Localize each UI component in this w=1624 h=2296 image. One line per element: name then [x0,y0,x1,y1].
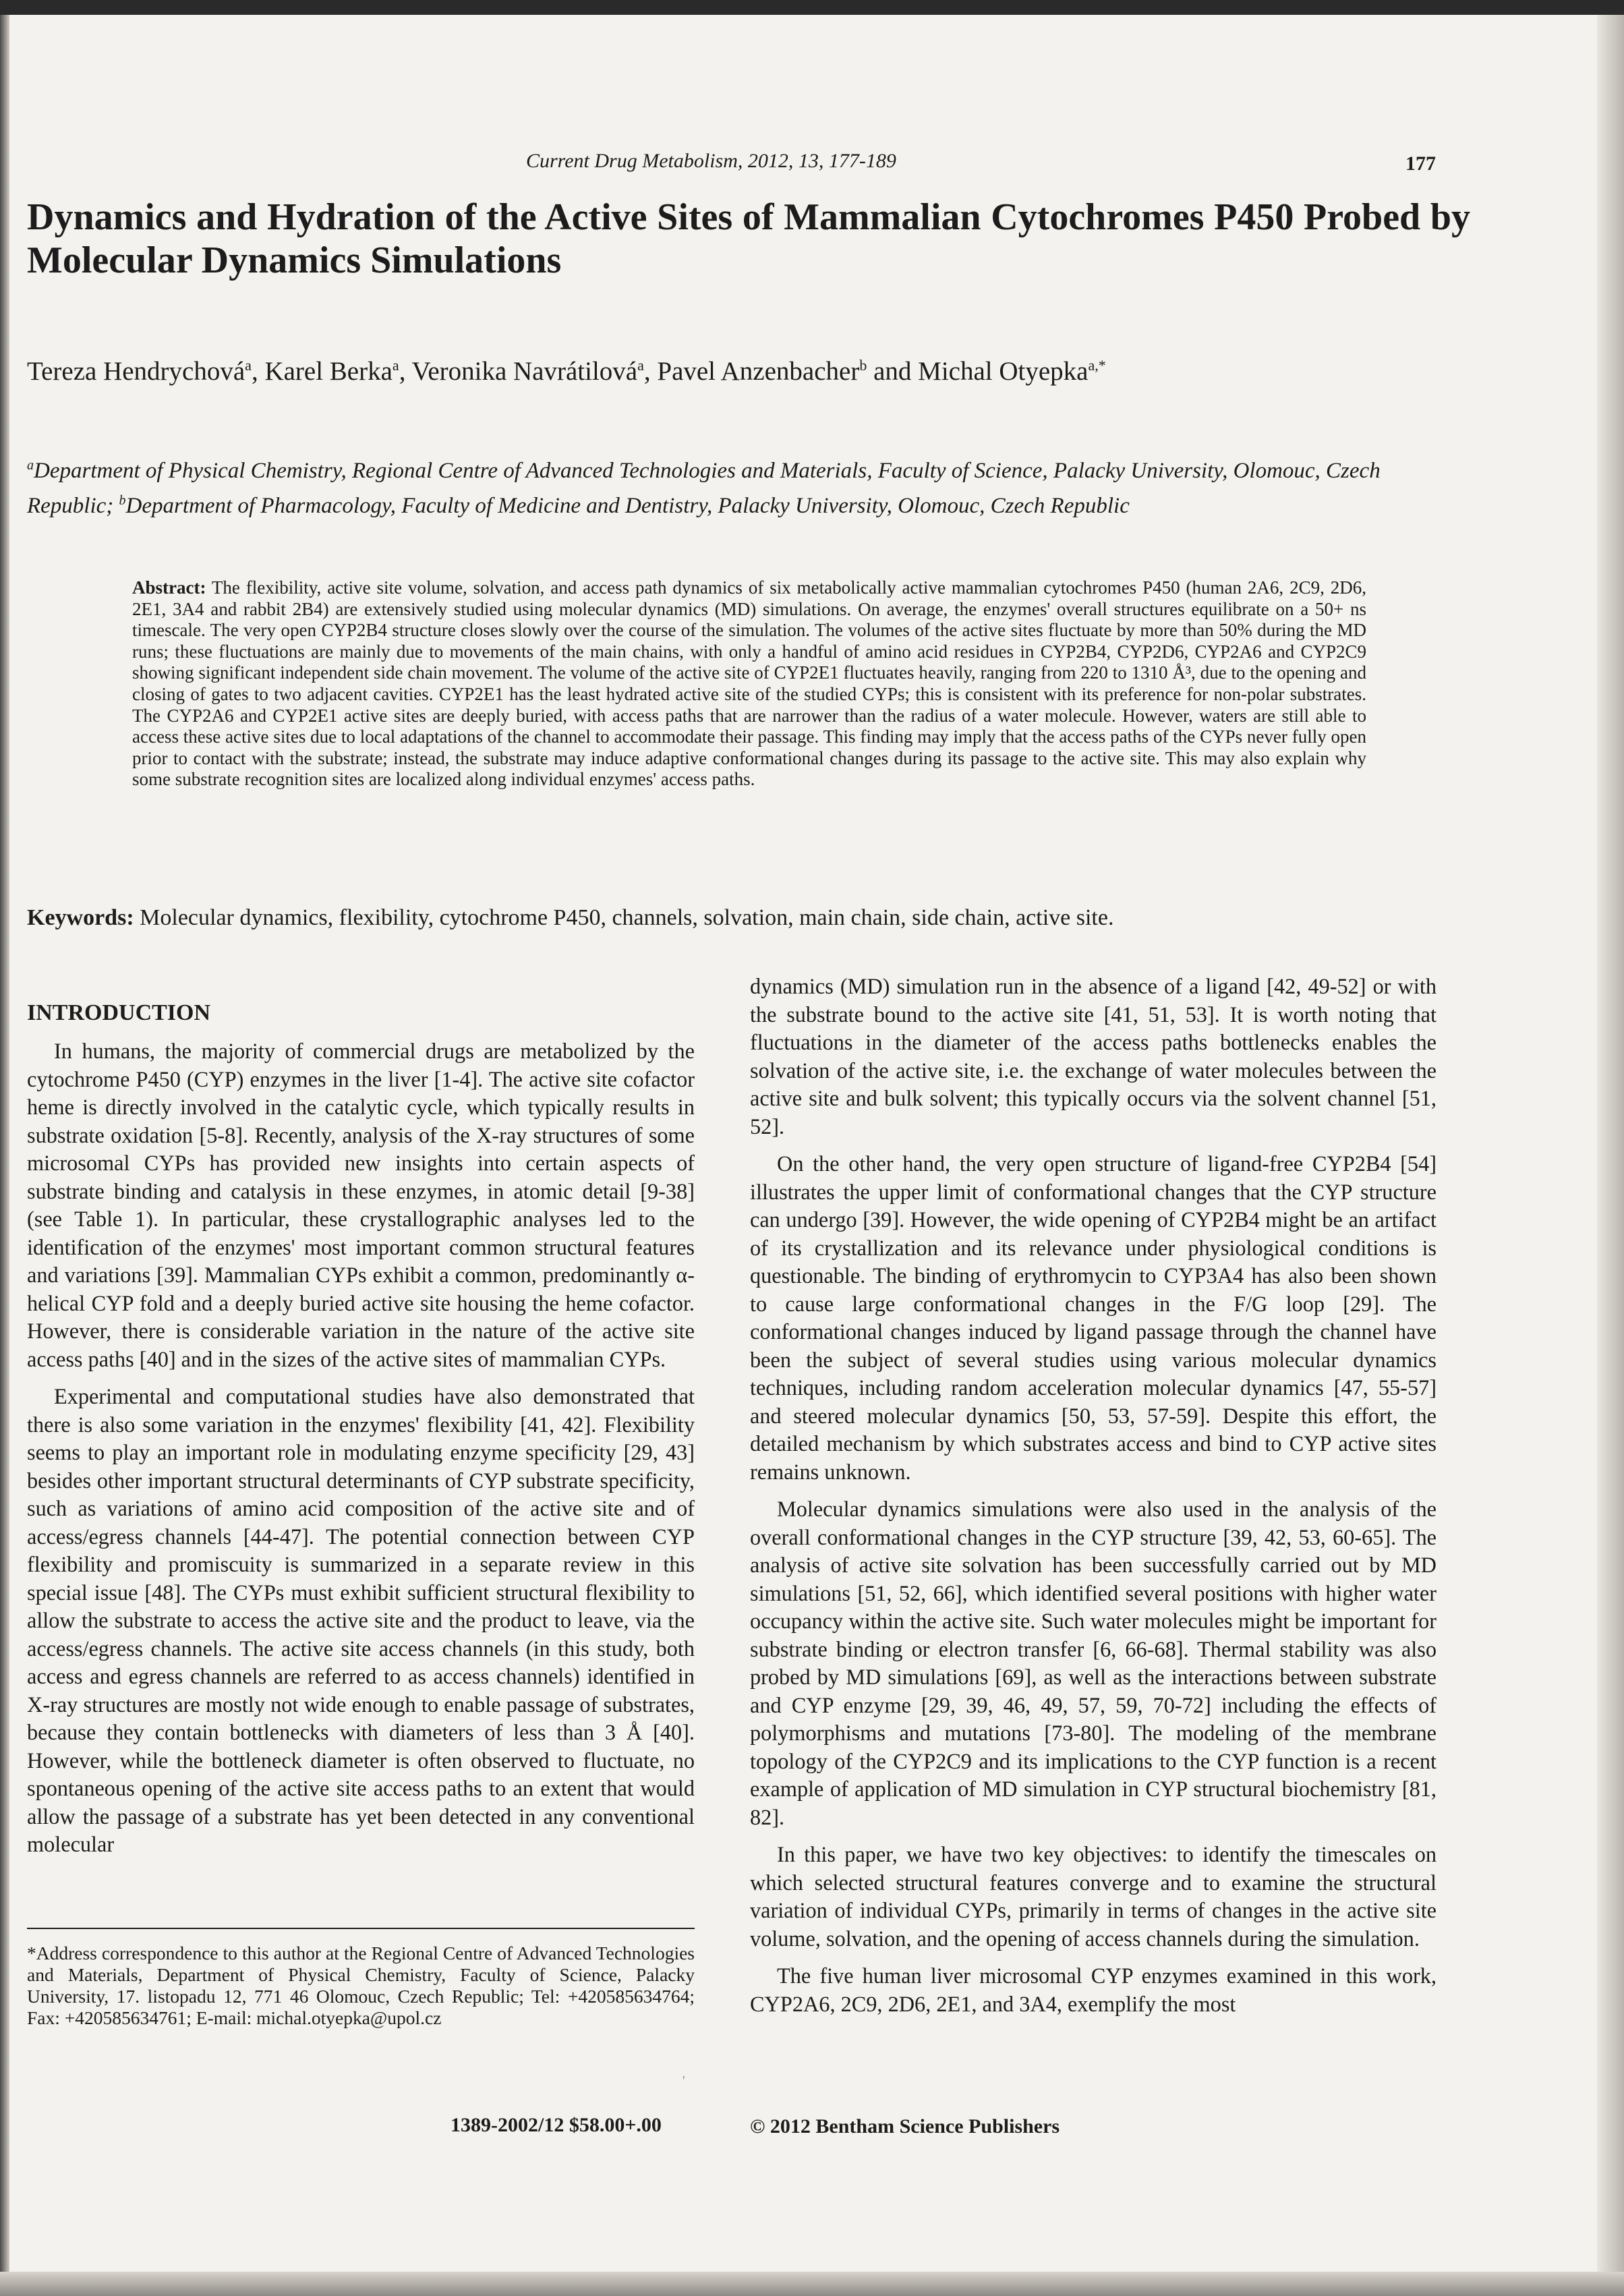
scan-edge-bottom [0,2272,1624,2296]
affiliation-b: Department of Pharmacology, Faculty of Medicine and Dentistry, Palacky University, Olomouc, Czech Republic [125,494,1130,518]
body-paragraph: dynamics (MD) simulation run in the absence of a ligand [42, 49-52] or with the substrate bound to the active site [41, 51, 53]. It is worth noting that fluctuations in the diameter of the access paths bottlenecks enables the solvation of the active site, i.e. the exchange of water molecules between the active site and bulk solvent; this typically occurs via the solvent channel [51, 52]. [750,974,1437,1139]
author-affiliation-marker: a [637,357,644,374]
author-separator: , [251,357,265,386]
abstract-text: The flexibility, active site volume, solvation, and access path dynamics of six metabolically active mammalian cytochromes P450 (human 2A6, 2C9, 2D6, 2E1, 3A4 and rabbit 2B4) are extensively studied using molecular dynamics (MD) simulations. On average, the enzymes' overall structures equilibrate on a 50+ ns timescale. The very open CYP2B4 structure closes slowly over the course of the simulation. The volumes of the active sites fluctuate by more than 50% during the MD runs; these fluctuations are mainly due to movements of the main chains, with only a handful of amino acid residues in CYP2B4, CYP2D6, CYP2A6 and CYP2C9 showing significant independent side chain movement. The volume of the active site of CYP2E1 fluctuates heavily, ranging from 220 to 1310 Å³, due to the opening and closing of gates to two adjacent cavities. CYP2E1 has the least hydrated active site of the studied CYPs; this is consistent with its preference for non-polar substrates. The CYP2A6 and CYP2E1 active sites are deeply buried, with access paths that are narrower than the radius of a water molecule. However, waters are still able to access these active sites due to local adaptations of the channel to accommodate their passage. This finding may imply that the access paths of the CYPs never fully open prior to contact with the substrate; instead, the substrate may induce adaptive conformational changes during its passage to the active site. This may also explain why some substrate recognition sites are localized along individual enzymes' access paths. [132,577,1366,790]
abstract-label: Abstract: [132,577,206,598]
author-name: Michal Otyepka [918,357,1089,386]
body-paragraph: The five human liver microsomal CYP enzymes examined in this work, CYP2A6, 2C9, 2D6, 2E1, and 3A4, exemplify the most [750,1963,1437,2016]
scan-edge-right [1597,15,1624,2296]
scan-edge-top [0,0,1624,15]
author-affiliation-marker: a [245,357,252,374]
author-affiliation-marker: a,* [1088,357,1106,374]
author-separator: , [643,357,658,386]
author-list [27,356,1484,386]
copyright-notice: © 2012 Bentham Science Publishers [750,2115,1060,2137]
author-name: Pavel Anzenbacher [657,357,860,386]
body-paragraph: Molecular dynamics simulations were also used in the analysis of the overall conformational changes in the CYP structure [39, 42, 53, 60-65]. The analysis of active site solvation has been successfully carried out by MD simulations [51, 52, 66], which identified several positions with higher water occupancy within the active site. Such water molecules might be important for substrate binding or electron transfer [6, 66-68]. Thermal stability was also probed by MD simulations [69], as well as the interactions between substrate and CYP enzyme [29, 39, 46, 49, 57, 59, 70-72] including the effects of polymorphisms and mutations [73-80]. The modeling of the membrane topology of the CYP2C9 and its implications to the CYP function is a recent example of application of MD simulation in CYP structural biochemistry [81, 82]. [750,1497,1437,1829]
journal-header: Current Drug Metabolism, 2012, 13, 177-189 [526,150,896,172]
body-paragraph: Experimental and computational studies have also demonstrated that there is also some variation in the enzymes' flexibility [41, 42]. Flexibility seems to play an important role in modulating enzyme specificity [29, 43] besides other important structural determinants of CYP substrate specificity, such as variations of amino acid composition of the active site and of access/egress channels [44-47]. The potential connection between CYP flexibility and promiscuity is summarized in a separate review in this special issue [48]. The CYPs must exhibit sufficient structural flexibility to allow the substrate to access the active site and the product to leave, via the access/egress channels. The active site access channels (in this study, both access and egress channels are referred to as access channels) identified in X-ray structures are mostly not wide enough to enable passage of substrates, because they contain bottlenecks with diameters of less than 3 Å [40]. However, while the bottleneck diameter is often observed to fluctuate, no spontaneous opening of the active site access paths to an extent that would allow the passage of a substrate has yet been detected in any conventional molecular [27,1384,695,1856]
author-name: Tereza Hendrychová [27,357,245,386]
abstract [132,577,1366,791]
author-separator: and [867,357,919,386]
footnote-divider [27,1928,695,1929]
right-column [750,973,1437,2018]
body-paragraph: On the other hand, the very open structure of ligand-free CYP2B4 [54] illustrates the upper limit of conformational changes that the CYP structure can undergo [39]. However, the wide opening of CYP2B4 might be an artifact of its crystallization and its relevance under physiological conditions is questionable. The binding of erythromycin to CYP3A4 has also been shown to cause large conformational changes in the F/G loop [29]. The conformational changes induced by ligand passage through the channel have been the subject of several studies using various molecular dynamics techniques, including random acceleration molecular dynamics [47, 55-57] and steered molecular dynamics [50, 53, 57-59]. Despite this effort, the detailed mechanism by which substrates access and bind to CYP active sites remains unknown. [750,1151,1437,1484]
keywords [27,905,1484,931]
author-affiliation-marker: b [859,357,867,374]
affiliation-marker: b [119,493,126,508]
affiliation-a: Department of Physical Chemistry, Regional Centre of Advanced Technologies and Materials, Faculty of Science, Palacky University, Olomouc, Czech Republic; [27,459,1381,518]
affiliation-marker: a [27,458,34,473]
issn-price: 1389-2002/12 $58.00+.00 [451,2114,662,2136]
pencil-mark: ' [683,2073,685,2088]
left-column [27,1000,695,1859]
author-affiliation-marker: a [392,357,399,374]
affiliations [27,451,1410,521]
body-paragraph: In this paper, we have two key objectives: to identify the timescales on which selected structural features converge and to examine the structural variation of individual CYPs, primarily in terms of changes in the active site volume, solvation, and the opening of access channels during the simulation. [750,1842,1437,1951]
keywords-text: Molecular dynamics, flexibility, cytochrome P450, channels, solvation, main chain, side chain, active site. [140,905,1114,930]
author-name: Veronika Navrátilová [411,357,638,386]
correspondence-footnote: *Address correspondence to this author at the Regional Centre of Advanced Technologies and Materials, Department of Physical Chemistry, Faculty of Science, Palacky University, 17. listopadu 12, 771 46 Olomouc, Czech Republic; Tel: +420585634764; Fax: +420585634761; E-mail: michal.otyepka@upol.cz [27,1943,695,2028]
section-heading-introduction: INTRODUCTION [27,1000,211,1025]
page-number: 177 [1405,152,1436,175]
author-separator: , [399,357,412,386]
body-paragraph: In humans, the majority of commercial drugs are metabolized by the cytochrome P450 (CYP) enzymes in the liver [1-4]. The active site cofactor heme is directly involved in the catalytic cycle, which typically results in substrate oxidation [5-8]. Recently, analysis of the X-ray structures of some microsomal CYPs has provided new insights into certain aspects of substrate binding and catalysis in these enzymes, in atomic detail [9-38] (see Table 1). In particular, these crystallographic analyses led to the identification of the enzymes' most important common structural features and variations [39]. Mammalian CYPs exhibit a common, predominantly α-helical CYP fold and a deeply buried active site housing the heme cofactor. However, there is considerable variation in the nature of the active site access paths [40] and in the sizes of the active sites of mammalian CYPs. [27,1039,695,1371]
keywords-label: Keywords: [27,905,134,930]
author-name: Karel Berka [264,357,393,386]
scan-edge-left [0,15,9,2296]
paper-title: Dynamics and Hydration of the Active Sites of Mammalian Cytochromes P450 Probed by Molecular Dynamics Simulations [27,196,1470,281]
